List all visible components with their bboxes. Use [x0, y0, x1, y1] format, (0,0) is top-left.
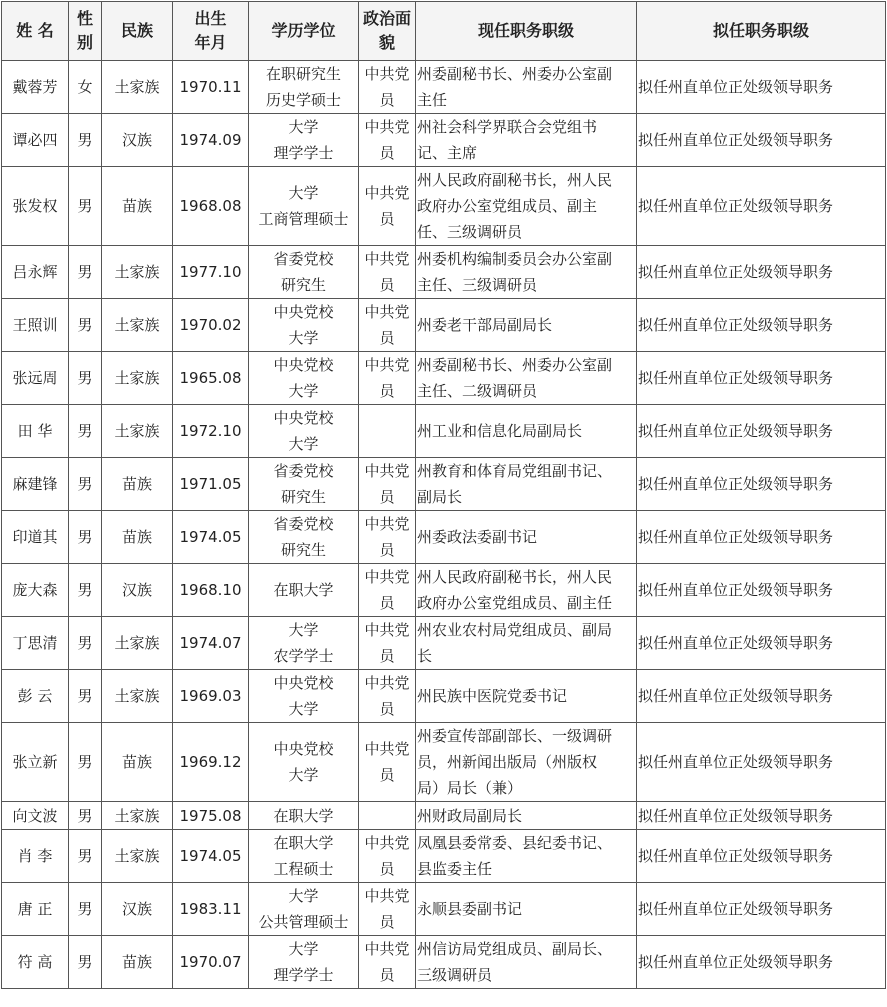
cell-education: 大学 工商管理硕士: [249, 167, 359, 246]
cell-birth: 1974.07: [173, 617, 249, 670]
cell-proposed-post: 拟任州直单位正处级领导职务: [637, 564, 886, 617]
cell-party: 中共党 员: [359, 511, 416, 564]
cell-current-post: 州委机构编制委员会办公室副 主任、三级调研员: [416, 246, 637, 299]
header-ethnicity: 民族: [102, 2, 173, 61]
cell-education: 中央党校 大学: [249, 299, 359, 352]
cell-education: 中央党校 大学: [249, 670, 359, 723]
cell-education: 省委党校 研究生: [249, 246, 359, 299]
cell-birth: 1971.05: [173, 458, 249, 511]
header-current: 现任职务职级: [416, 2, 637, 61]
cell-ethnicity: 土家族: [102, 299, 173, 352]
table-body: [2, 61, 886, 989]
cell-gender: 女: [69, 61, 102, 114]
header-gender: 性 别: [69, 2, 102, 61]
cell-current-post: 州民族中医院党委书记: [416, 670, 637, 723]
cell-current-post: 州信访局党组成员、副局长、 三级调研员: [416, 936, 637, 989]
table-row: [2, 723, 886, 802]
table-row: [2, 883, 886, 936]
cell-party: 中共党 员: [359, 352, 416, 405]
cell-ethnicity: 汉族: [102, 114, 173, 167]
cell-party: 中共党 员: [359, 670, 416, 723]
cell-education: 在职大学 工程硕士: [249, 830, 359, 883]
table-row: [2, 802, 886, 830]
cell-proposed-post: 拟任州直单位正处级领导职务: [637, 617, 886, 670]
cell-party: 中共党 员: [359, 299, 416, 352]
cell-gender: 男: [69, 405, 102, 458]
cell-education: 在职研究生 历史学硕士: [249, 61, 359, 114]
cell-proposed-post: 拟任州直单位正处级领导职务: [637, 830, 886, 883]
cell-current-post: 永顺县委副书记: [416, 883, 637, 936]
cell-proposed-post: 拟任州直单位正处级领导职务: [637, 352, 886, 405]
cell-education: 省委党校 研究生: [249, 458, 359, 511]
cell-ethnicity: 苗族: [102, 167, 173, 246]
cell-birth: 1975.08: [173, 802, 249, 830]
header-name: 姓 名: [2, 2, 69, 61]
table-row: [2, 167, 886, 246]
cell-birth: 1969.03: [173, 670, 249, 723]
cell-gender: 男: [69, 830, 102, 883]
cell-current-post: 州工业和信息化局副局长: [416, 405, 637, 458]
cell-birth: 1970.11: [173, 61, 249, 114]
cell-proposed-post: 拟任州直单位正处级领导职务: [637, 802, 886, 830]
cell-education: 大学 农学学士: [249, 617, 359, 670]
cell-education: 中央党校 大学: [249, 723, 359, 802]
cell-party: 中共党 员: [359, 830, 416, 883]
cell-party: [359, 405, 416, 458]
cell-current-post: 州教育和体育局党组副书记、 副局长: [416, 458, 637, 511]
cell-gender: 男: [69, 458, 102, 511]
cell-education: 大学 理学学士: [249, 114, 359, 167]
cell-ethnicity: 土家族: [102, 617, 173, 670]
cell-name: 符 高: [2, 936, 69, 989]
table-row: [2, 405, 886, 458]
cell-current-post: 州财政局副局长: [416, 802, 637, 830]
cell-name: 肖 李: [2, 830, 69, 883]
cell-gender: 男: [69, 617, 102, 670]
cell-current-post: 州委老干部局副局长: [416, 299, 637, 352]
cell-party: 中共党 员: [359, 246, 416, 299]
cell-education: 省委党校 研究生: [249, 511, 359, 564]
cell-gender: 男: [69, 564, 102, 617]
cell-birth: 1974.05: [173, 511, 249, 564]
cell-current-post: 州委副秘书长、州委办公室副 主任: [416, 61, 637, 114]
table-row: [2, 511, 886, 564]
table-row: [2, 564, 886, 617]
header-proposed: 拟任职务职级: [637, 2, 886, 61]
table-row: [2, 61, 886, 114]
cell-proposed-post: 拟任州直单位正处级领导职务: [637, 405, 886, 458]
cell-proposed-post: 拟任州直单位正处级领导职务: [637, 167, 886, 246]
cell-birth: 1970.02: [173, 299, 249, 352]
cell-current-post: 州人民政府副秘书长，州人民 政府办公室党组成员、副主任: [416, 564, 637, 617]
cell-ethnicity: 汉族: [102, 564, 173, 617]
cell-proposed-post: 拟任州直单位正处级领导职务: [637, 883, 886, 936]
cell-education: 大学 理学学士: [249, 936, 359, 989]
cell-ethnicity: 土家族: [102, 246, 173, 299]
cell-name: 麻建锋: [2, 458, 69, 511]
cell-name: 庞大森: [2, 564, 69, 617]
cell-gender: 男: [69, 114, 102, 167]
cell-proposed-post: 拟任州直单位正处级领导职务: [637, 936, 886, 989]
cell-ethnicity: 土家族: [102, 405, 173, 458]
cell-ethnicity: 土家族: [102, 61, 173, 114]
cell-name: 谭必四: [2, 114, 69, 167]
cell-proposed-post: 拟任州直单位正处级领导职务: [637, 670, 886, 723]
cell-name: 张远周: [2, 352, 69, 405]
table-row: [2, 670, 886, 723]
cell-birth: 1974.05: [173, 830, 249, 883]
cell-name: 戴蓉芳: [2, 61, 69, 114]
cell-party: 中共党 员: [359, 167, 416, 246]
cell-birth: 1977.10: [173, 246, 249, 299]
table-row: [2, 246, 886, 299]
cell-proposed-post: 拟任州直单位正处级领导职务: [637, 723, 886, 802]
cell-birth: 1974.09: [173, 114, 249, 167]
cell-gender: 男: [69, 511, 102, 564]
cell-current-post: 州农业农村局党组成员、副局 长: [416, 617, 637, 670]
cell-party: 中共党 员: [359, 458, 416, 511]
table-row: [2, 299, 886, 352]
cell-birth: 1965.08: [173, 352, 249, 405]
cell-party: 中共党 员: [359, 936, 416, 989]
cell-ethnicity: 苗族: [102, 511, 173, 564]
cell-proposed-post: 拟任州直单位正处级领导职务: [637, 246, 886, 299]
cell-ethnicity: 土家族: [102, 352, 173, 405]
cell-party: 中共党 员: [359, 114, 416, 167]
cell-current-post: 州社会科学界联合会党组书 记、主席: [416, 114, 637, 167]
cell-current-post: 州委政法委副书记: [416, 511, 637, 564]
header-birth: 出生 年月: [173, 2, 249, 61]
cell-birth: 1969.12: [173, 723, 249, 802]
cell-name: 张发权: [2, 167, 69, 246]
cell-proposed-post: 拟任州直单位正处级领导职务: [637, 511, 886, 564]
cell-gender: 男: [69, 936, 102, 989]
cell-ethnicity: 汉族: [102, 883, 173, 936]
header-education: 学历学位: [249, 2, 359, 61]
cell-birth: 1970.07: [173, 936, 249, 989]
cell-current-post: 凤凰县委常委、县纪委书记、 县监委主任: [416, 830, 637, 883]
cell-proposed-post: 拟任州直单位正处级领导职务: [637, 114, 886, 167]
cell-current-post: 州人民政府副秘书长，州人民 政府办公室党组成员、副主 任、三级调研员: [416, 167, 637, 246]
cell-gender: 男: [69, 167, 102, 246]
header-party: 政治面 貌: [359, 2, 416, 61]
cell-gender: 男: [69, 883, 102, 936]
table-row: [2, 114, 886, 167]
cell-education: 中央党校 大学: [249, 405, 359, 458]
table-row: [2, 617, 886, 670]
cell-education: 在职大学: [249, 802, 359, 830]
cell-gender: 男: [69, 246, 102, 299]
cell-party: 中共党 员: [359, 61, 416, 114]
table-row: [2, 936, 886, 989]
cadre-table: [1, 1, 886, 989]
cell-name: 彭 云: [2, 670, 69, 723]
cell-education: 大学 公共管理硕士: [249, 883, 359, 936]
header-row: [2, 2, 886, 61]
cell-ethnicity: 苗族: [102, 723, 173, 802]
cell-gender: 男: [69, 802, 102, 830]
cell-proposed-post: 拟任州直单位正处级领导职务: [637, 61, 886, 114]
cell-birth: 1968.10: [173, 564, 249, 617]
cell-party: 中共党 员: [359, 617, 416, 670]
cell-name: 向文波: [2, 802, 69, 830]
cell-birth: 1983.11: [173, 883, 249, 936]
cell-name: 唐 正: [2, 883, 69, 936]
cell-party: 中共党 员: [359, 723, 416, 802]
table-row: [2, 830, 886, 883]
cell-ethnicity: 苗族: [102, 936, 173, 989]
cell-gender: 男: [69, 723, 102, 802]
cell-birth: 1968.08: [173, 167, 249, 246]
cell-name: 印道其: [2, 511, 69, 564]
cell-education: 中央党校 大学: [249, 352, 359, 405]
table-row: [2, 458, 886, 511]
cell-ethnicity: 苗族: [102, 458, 173, 511]
cell-party: 中共党 员: [359, 564, 416, 617]
cell-party: 中共党 员: [359, 883, 416, 936]
cell-current-post: 州委宣传部副部长、一级调研 员，州新闻出版局（州版权 局）局长（兼）: [416, 723, 637, 802]
cell-birth: 1972.10: [173, 405, 249, 458]
cell-gender: 男: [69, 670, 102, 723]
cell-name: 王照训: [2, 299, 69, 352]
cell-ethnicity: 土家族: [102, 670, 173, 723]
table-row: [2, 352, 886, 405]
cell-gender: 男: [69, 299, 102, 352]
cell-name: 田 华: [2, 405, 69, 458]
cell-gender: 男: [69, 352, 102, 405]
cell-proposed-post: 拟任州直单位正处级领导职务: [637, 299, 886, 352]
cell-party: [359, 802, 416, 830]
cell-ethnicity: 土家族: [102, 802, 173, 830]
cell-name: 张立新: [2, 723, 69, 802]
cell-name: 吕永辉: [2, 246, 69, 299]
cell-current-post: 州委副秘书长、州委办公室副 主任、二级调研员: [416, 352, 637, 405]
cell-ethnicity: 土家族: [102, 830, 173, 883]
cell-education: 在职大学: [249, 564, 359, 617]
cell-name: 丁思清: [2, 617, 69, 670]
cell-proposed-post: 拟任州直单位正处级领导职务: [637, 458, 886, 511]
